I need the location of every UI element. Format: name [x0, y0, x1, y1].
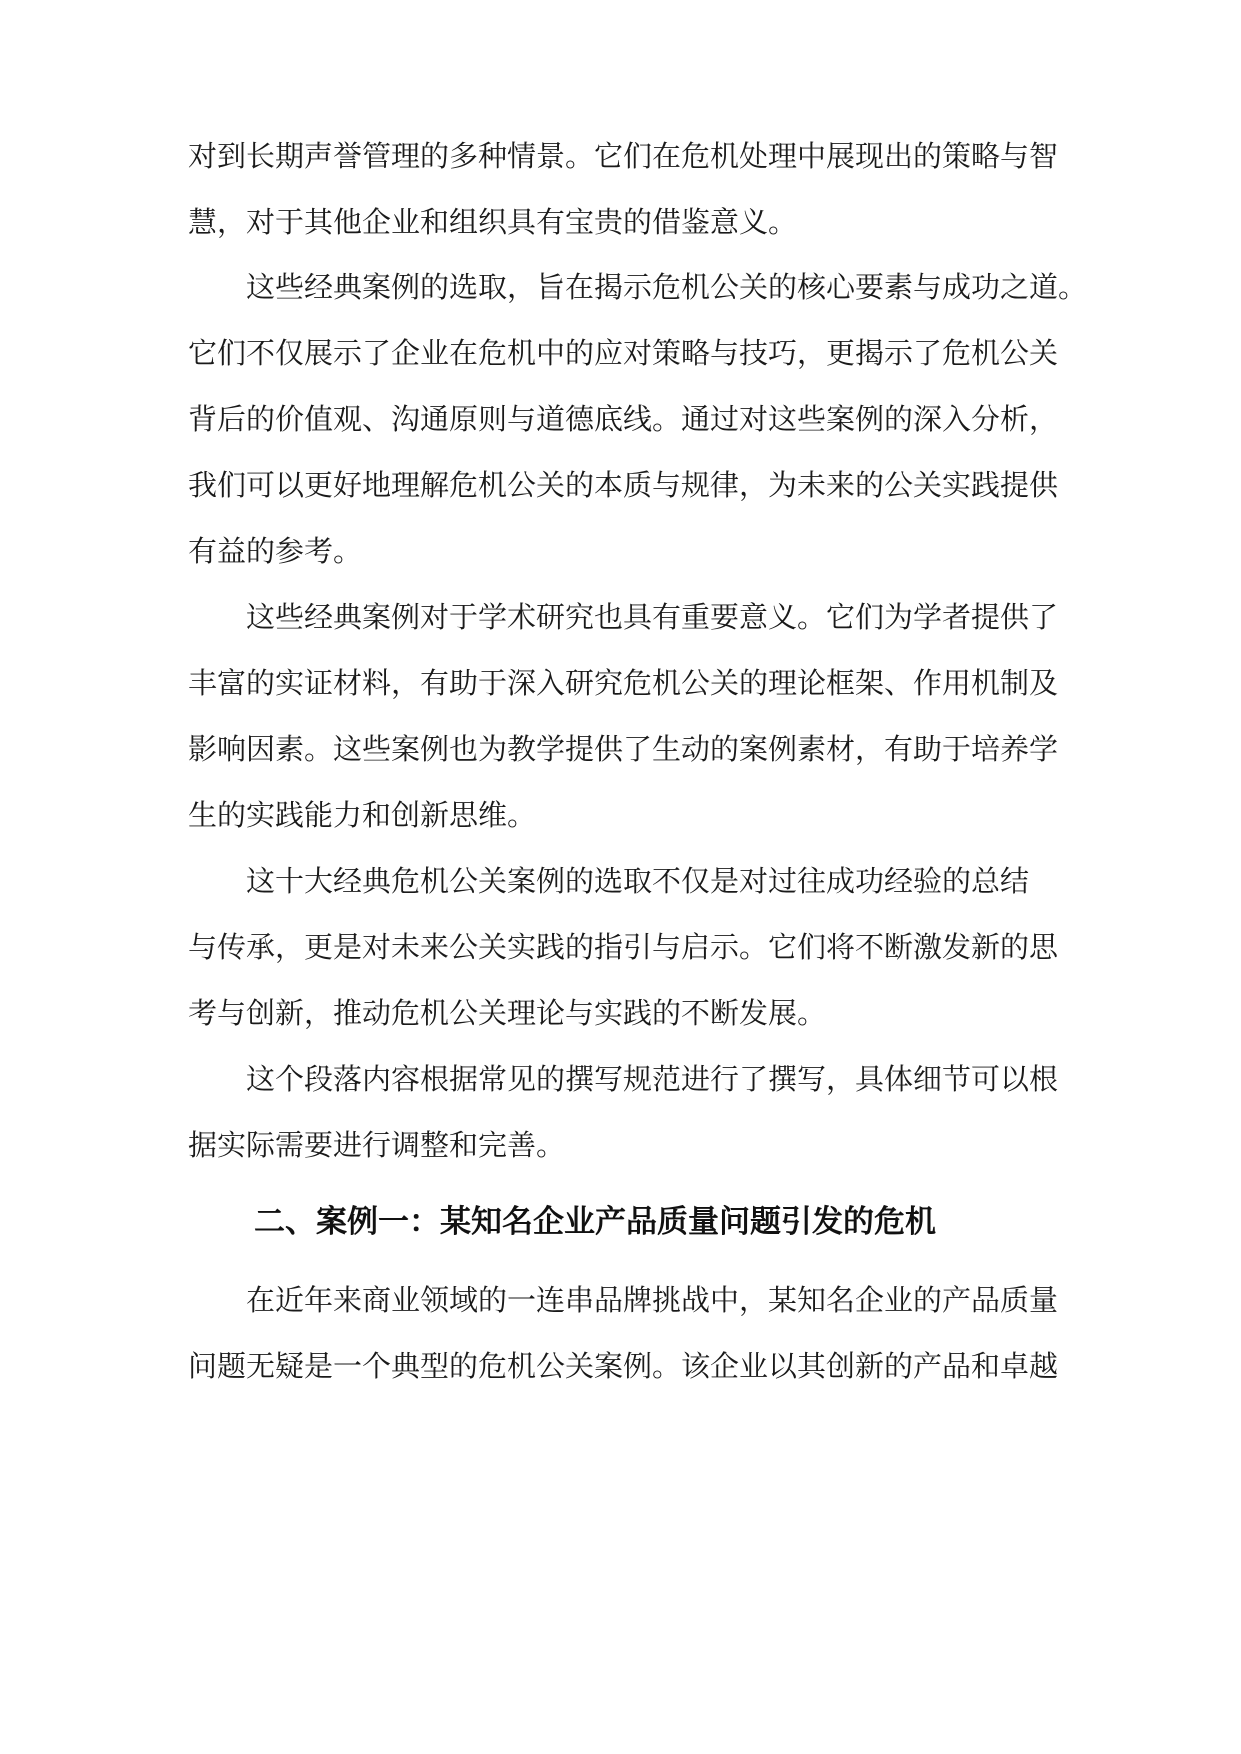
paragraph-4-line-3: 考与创新，推动危机公关理论与实践的不断发展。	[188, 996, 827, 1030]
paragraph-2-line-2: 它们不仅展示了企业在危机中的应对策略与技巧，更揭示了危机公关	[188, 336, 1059, 370]
paragraph-3-line-4: 生的实践能力和创新思维。	[188, 798, 537, 832]
paragraph-2-line-5: 有益的参考。	[188, 534, 363, 568]
paragraph-3-line-2: 丰富的实证材料，有助于深入研究危机公关的理论框架、作用机制及	[188, 666, 1059, 700]
paragraph-3-line-1: 这些经典案例对于学术研究也具有重要意义。它们为学者提供了	[246, 600, 1059, 634]
paragraph-1-line-1: 对到长期声誉管理的多种情景。它们在危机处理中展现出的策略与智	[188, 139, 1059, 173]
paragraph-2-line-1: 这些经典案例的选取，旨在揭示危机公关的核心要素与成功之道。	[246, 270, 1088, 304]
paragraph-3-line-3: 影响因素。这些案例也为教学提供了生动的案例素材，有助于培养学	[188, 732, 1059, 766]
paragraph-5-line-1: 这个段落内容根据常见的撰写规范进行了撰写，具体细节可以根	[246, 1062, 1059, 1096]
section-heading: 二、案例一：某知名企业产品质量问题引发的危机	[254, 1204, 936, 1240]
paragraph-4-line-1: 这十大经典危机公关案例的选取不仅是对过往成功经验的总结	[246, 864, 1030, 898]
paragraph-5-line-2: 据实际需要进行调整和完善。	[188, 1128, 566, 1162]
section-paragraph-line-1: 在近年来商业领域的一连串品牌挑战中，某知名企业的产品质量	[246, 1283, 1059, 1317]
paragraph-2-line-4: 我们可以更好地理解危机公关的本质与规律，为未来的公关实践提供	[188, 468, 1059, 502]
section-paragraph-line-2: 问题无疑是一个典型的危机公关案例。该企业以其创新的产品和卓越	[188, 1349, 1059, 1383]
paragraph-2-line-3: 背后的价值观、沟通原则与道德底线。通过对这些案例的深入分析，	[188, 402, 1059, 436]
paragraph-1-line-2: 慧，对于其他企业和组织具有宝贵的借鉴意义。	[188, 205, 798, 239]
paragraph-4-line-2: 与传承，更是对未来公关实践的指引与启示。它们将不断激发新的思	[188, 930, 1059, 964]
